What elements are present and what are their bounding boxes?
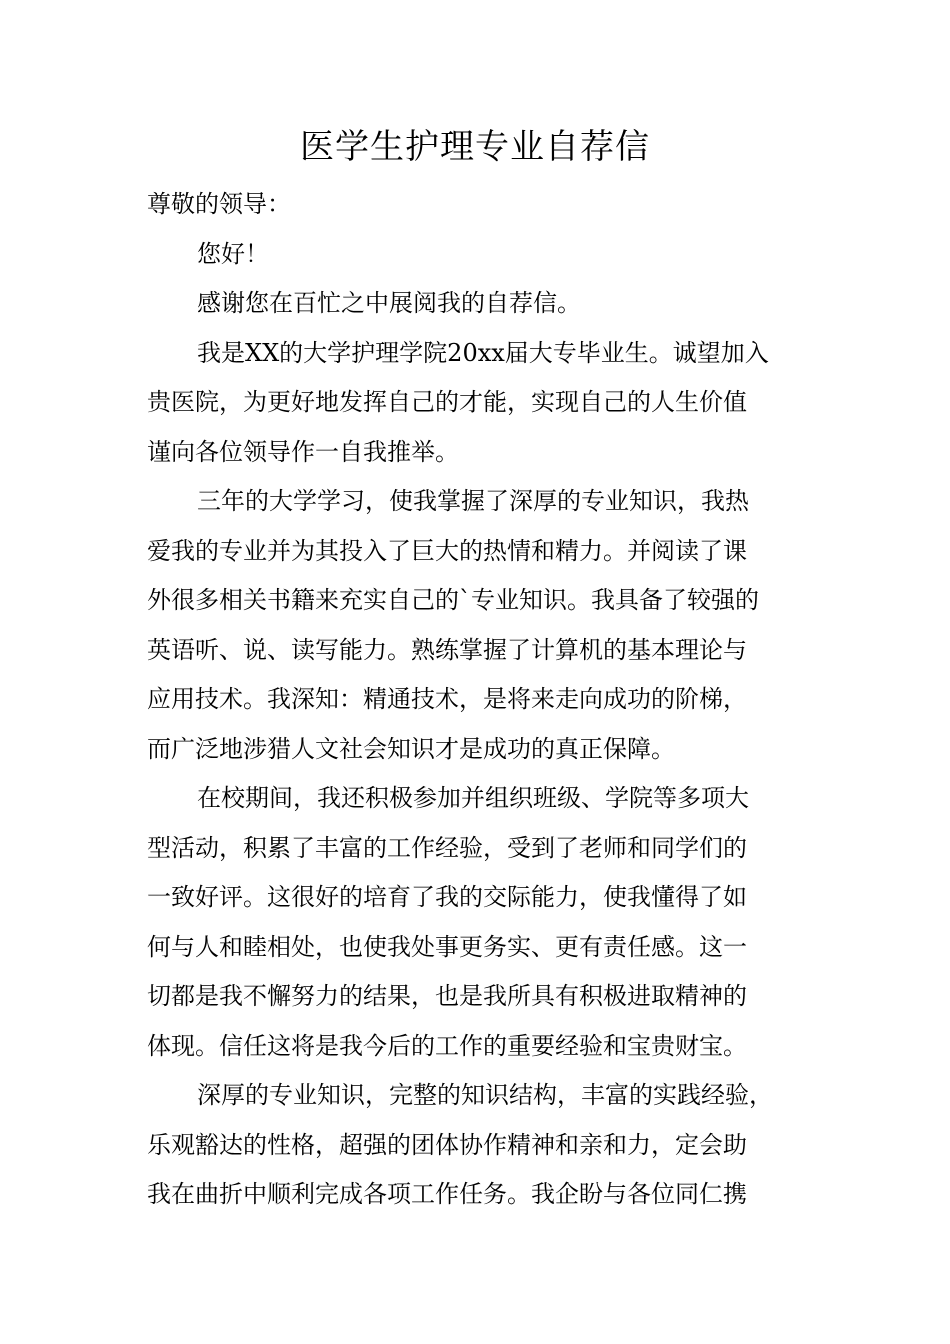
letter-body [147, 180, 817, 1220]
text-line: 谨向各位领导作一自我推举。 [147, 437, 459, 466]
text-line: 贵医院，为更好地发挥自己的才能，实现自己的人生价值 [147, 388, 747, 416]
text-line: 型活动，积累了丰富的工作经验，受到了老师和同学们的 [147, 833, 747, 862]
document-title: 医学生护理专业自荐信 [300, 127, 650, 167]
text-line: 感谢您在百忙之中展阅我的自荐信。 [197, 289, 581, 317]
text-line: 三年的大学学习，使我掌握了深厚的专业知识，我热 [197, 487, 749, 515]
salutation: 尊敬的领导： [147, 190, 291, 218]
text-line: 深厚的专业知识，完整的知识结构，丰富的实践经验， [197, 1081, 773, 1109]
text-line: 爱我的专业并为其投入了巨大的热情和精力。并阅读了课 [147, 536, 747, 565]
text-line: 应用技术。我深知：精通技术，是将来走向成功的阶梯， [147, 685, 747, 713]
text-line: 在校期间，我还积极参加并组织班级、学院等多项大 [197, 784, 749, 812]
text-line: 而广泛地涉猎人文社会知识才是成功的真正保障。 [147, 734, 675, 763]
text-line: 一致好评。这很好的培育了我的交际能力，使我懂得了如 [147, 883, 747, 911]
text-line: 我是XX的大学护理学院20xx届大专毕业生。诚望加入 [197, 338, 769, 367]
text-line: 体现。信任这将是我今后的工作的重要经验和宝贵财宝。 [147, 1031, 747, 1060]
greeting: 您好！ [197, 239, 269, 268]
text-line: 何与人和睦相处，也使我处事更务实、更有责任感。这一 [147, 932, 747, 961]
text-line: 切都是我不懈努力的结果，也是我所具有积极进取精神的 [147, 982, 747, 1010]
text-line: 外很多相关书籍来充实自己的`专业知识。我具备了较强的 [147, 586, 759, 614]
text-line: 英语听、说、读写能力。熟练掌握了计算机的基本理论与 [147, 635, 747, 664]
text-line: 我在曲折中顺利完成各项工作任务。我企盼与各位同仁携 [147, 1180, 747, 1208]
text-line: 乐观豁达的性格，超强的团体协作精神和亲和力，定会助 [147, 1130, 747, 1159]
